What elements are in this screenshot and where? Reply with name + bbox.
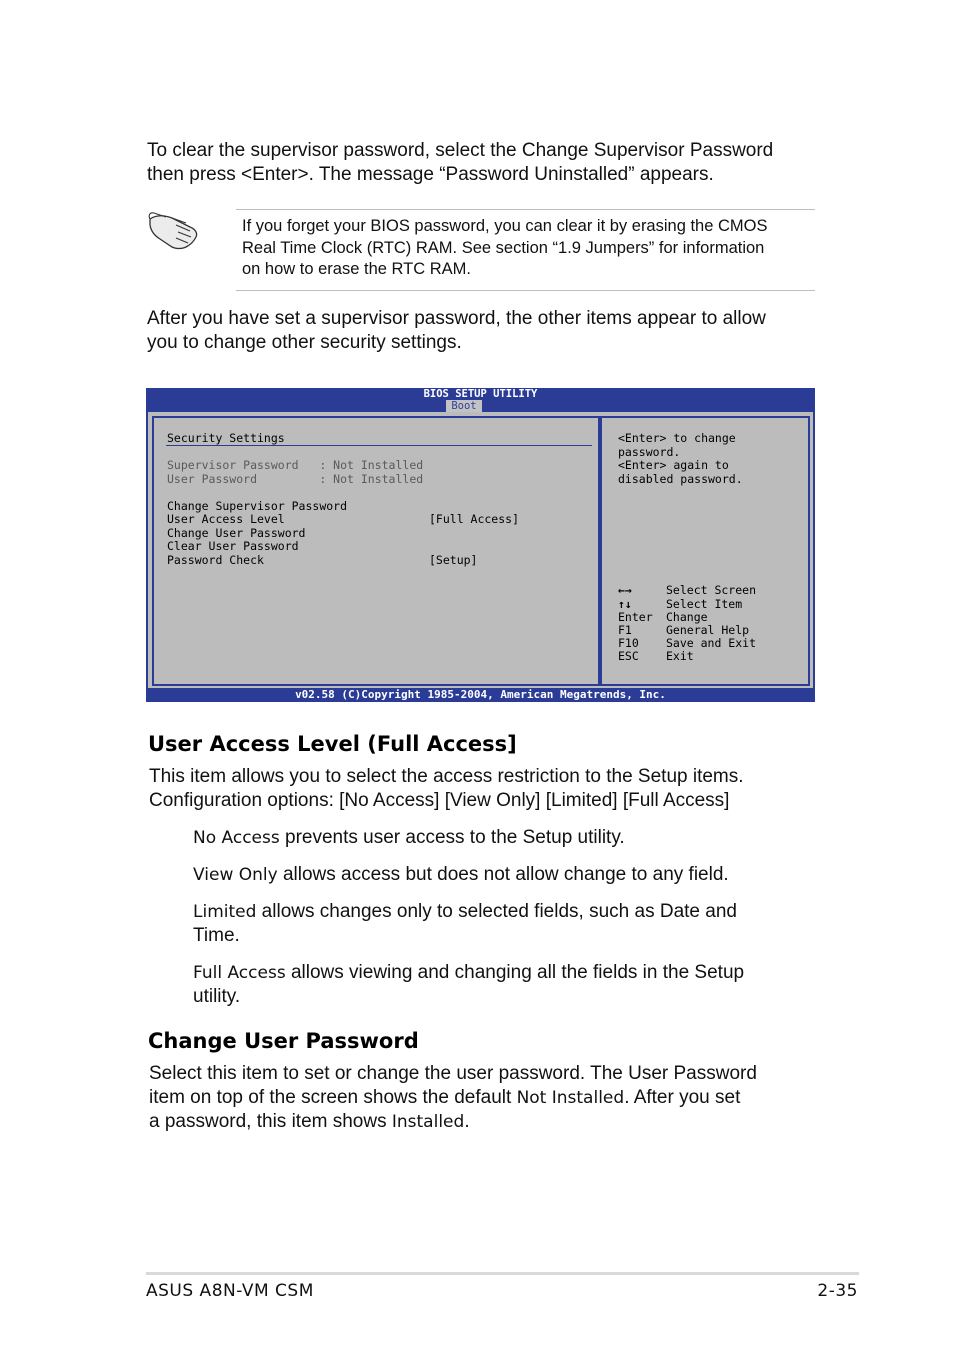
note-line-1: If you forget your BIOS password, you can clear it by erasing the CMOS [242,217,768,235]
intro-line-1: To clear the supervisor password, select the Change Supervisor Password [147,140,774,161]
option-term: No Access [193,828,280,848]
bios-left-panel [152,416,600,686]
option-text: prevents user access to the Setup utility. [279,827,625,848]
bios-key: Enter [618,610,653,624]
footer-rule [146,1272,859,1275]
term-installed: Installed [391,1112,465,1132]
option-no-access [193,826,625,850]
section-heading-user-access-level: User Access Level (Full Access] [148,732,517,756]
bios-status-supervisor: Supervisor Password : Not Installed [167,458,424,472]
section-heading-change-user-password: Change User Password [148,1029,419,1053]
note-line-3: on how to erase the RTC RAM. [242,260,471,278]
section2-line-1: Select this item to set or change the user password. The User Password [149,1063,757,1084]
option-limited [193,900,737,924]
bios-item-change-user-password[interactable]: Change User Password [167,525,306,540]
option-term: Full Access [193,963,286,983]
bios-key-action: Select Screen [666,583,757,597]
text: . [464,1111,470,1132]
bios-key-action: Select Item [666,597,743,611]
bios-key-action: General Help [666,623,750,637]
bios-value-user-access-level[interactable]: [Full Access] [429,512,520,526]
bios-key: F1 [618,623,632,637]
bios-tab-boot[interactable]: Boot [446,400,482,412]
bios-item-clear-user-password[interactable]: Clear User Password [167,539,299,553]
note-text [242,216,812,281]
left-right-arrows-icon: ←→ [618,583,632,597]
footer-product-name: ASUS A8N-VM CSM [146,1281,314,1301]
bios-section-title: Security Settings [167,431,285,445]
bios-body [148,412,813,688]
option-text: allows access but does not allow change to any field. [277,864,729,885]
note-line-2: Real Time Clock (RTC) RAM. See section “1.9 Jumpers” for information [242,238,765,257]
footer-page-number: 2-35 [817,1281,858,1301]
text: . After you set [624,1087,741,1108]
note-box [236,209,815,291]
bios-help-panel [600,416,810,686]
section1-desc-2: Configuration options: [No Access] [View Only] [Limited] [Full Access] [149,790,730,811]
bios-screen [146,388,815,702]
option-term: View Only [193,865,278,885]
bios-key-action: Change [666,610,708,624]
bios-item-password-check[interactable]: Password Check [167,552,264,567]
bios-item-change-supervisor[interactable]: Change Supervisor Password [167,498,348,513]
option-limited-cont: Time. [193,925,240,946]
option-text: allows viewing and changing all the fields in the Setup [285,962,745,983]
term-not-installed: Not Installed [516,1088,625,1108]
text: item on top of the screen shows the default [149,1087,517,1108]
bios-value-password-check[interactable]: [Setup] [429,552,478,567]
intro-line-2: then press <Enter>. The message “Password Uninstalled” appears. [147,164,714,185]
section2-line-3 [149,1110,470,1134]
option-text: allows changes only to selected fields, such as Date and [256,901,737,922]
option-full-access-cont: utility. [193,986,241,1007]
bios-key: F10 [618,636,639,650]
after-line-1: After you have set a supervisor password, the other items appear to allow [147,308,766,329]
bios-section-rule [166,445,592,446]
section1-desc-1: This item allows you to select the access restriction to the Setup items. [149,766,744,787]
bios-title: BIOS SETUP UTILITY [423,388,538,400]
after-line-2: you to change other security settings. [147,332,462,353]
option-term: Limited [193,902,257,922]
section2-line-2 [149,1086,740,1110]
bios-help-line: <Enter> again to [618,458,729,472]
bios-copyright: v02.58 (C)Copyright 1985-2004, American Megatrends, Inc. [295,688,666,701]
up-down-arrows-icon: ↑↓ [618,597,632,611]
bios-help-line: <Enter> to change [618,431,736,445]
option-full-access [193,961,744,985]
bios-item-user-access-level[interactable]: User Access Level [167,512,285,526]
bios-key: ESC [618,649,639,663]
bios-key-action: Save and Exit [666,636,757,650]
bios-key-action: Exit [666,649,694,663]
hand-note-icon [146,205,206,253]
bios-status-user: User Password : Not Installed [167,471,424,486]
option-view-only [193,863,729,887]
bios-help-line: password. [618,444,681,459]
bios-help-line: disabled password. [618,471,743,486]
text: a password, this item shows [149,1111,392,1132]
